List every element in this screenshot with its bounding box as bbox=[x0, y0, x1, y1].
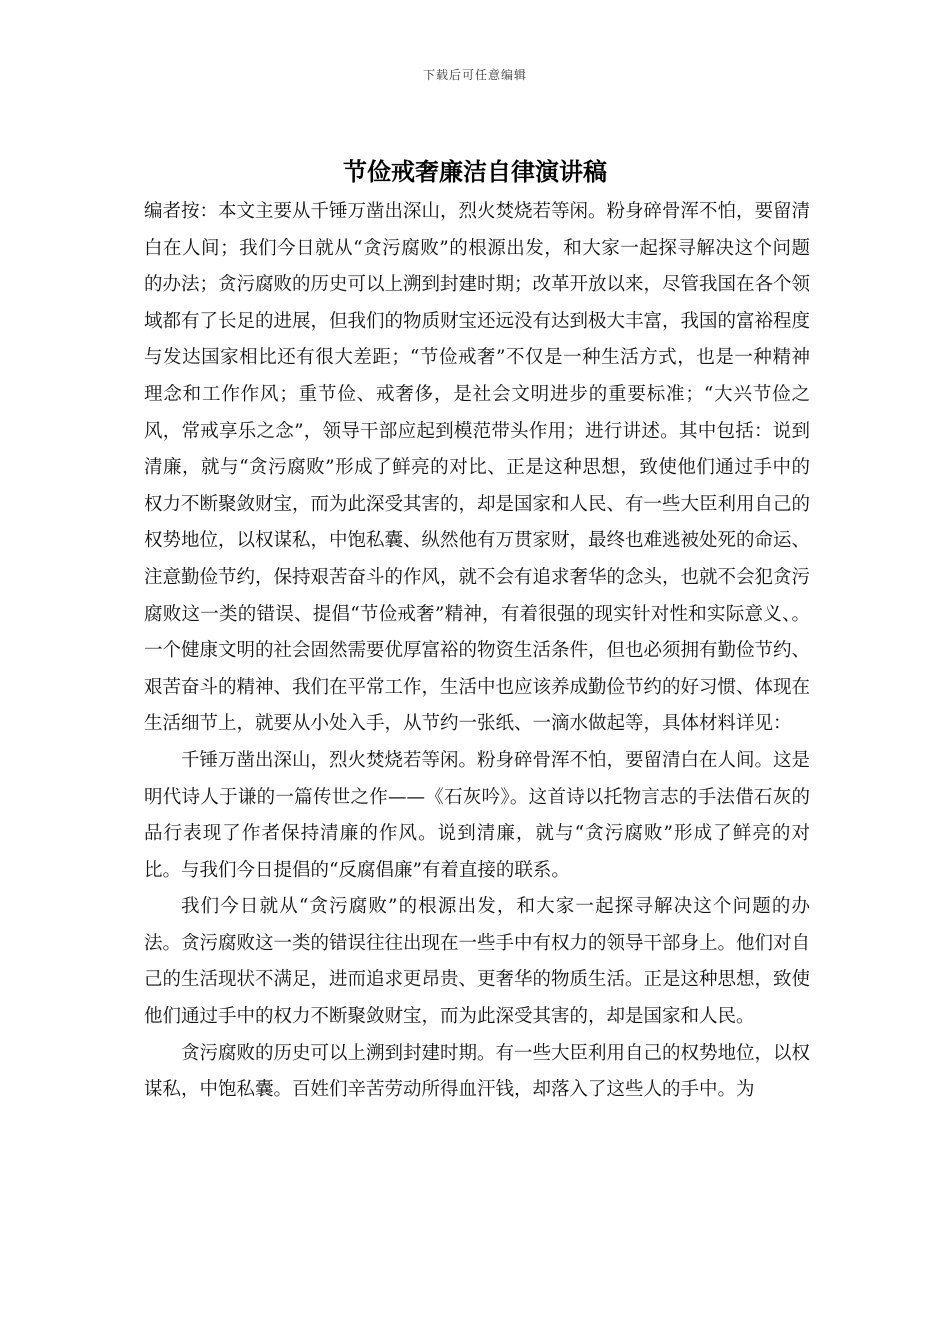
document-title: 节俭戒奢廉洁自律演讲稿 bbox=[343, 157, 607, 186]
document-body bbox=[144, 194, 810, 1109]
body-paragraph-2: 我们今日就从“贪污腐败”的根源出发，和大家一起探寻解决这个问题的办法。贪污腐败这一类的错误往往出现在一些手中有权力的领导干部身上。他们对自己的生活现状不满足，进而追求更昂贵、更奢华的物质生活。正是这种思想，致使他们通过手中的权力不断聚敛财宝，而为此深受其害的，却是国家和人民。 bbox=[144, 896, 811, 1028]
header-note: 下载后可任意编辑 bbox=[422, 68, 527, 82]
body-paragraph-3: 贪污腐败的历史可以上溯到封建时期。有一些大臣利用自己的权势地位，以权谋私，中饱私囊。百姓们辛苦劳动所得血汗钱，却落入了这些人的手中。为 bbox=[144, 1042, 811, 1101]
editor-note-paragraph: 编者按：本文主要从千锤万凿出深山，烈火焚烧若等闲。粉身碎骨浑不怕，要留清白在人间；我们今日就从“贪污腐败”的根源出发，和大家一起探寻解决这个问题的办法；贪污腐败的历史可以上溯到封建时期；改革开放以来，尽管我国在各个领域都有了长足的进展，但我们的物质财宝还远没有达到极大丰富，我国的富裕程度与发达国家相比还有很大差距；“节俭戒奢”不仅是一种生活方式，也是一种精神理念和工作作风；重节俭、戒奢侈，是社会文明进步的重要标准；“大兴节俭之风，常戒享乐之念”，领导干部应起到模范带头作用；进行讲述。其中包括：说到清廉，就与“贪污腐败”形成了鲜亮的对比、正是这种思想，致使他们通过手中的权力不断聚敛财宝，而为此深受其害的，却是国家和人民、有一些大臣利用自己的权势地位，以权谋私，中饱私囊、纵然他有万贯家财，最终也难逃被处死的命运、注意勤俭节约，保持艰苦奋斗的作风，就不会有追求奢华的念头，也就不会犯贪污腐败这一类的错误、提倡“节俭戒奢”精神，有着很强的现实针对性和实际意义、。一个健康文明的社会固然需要优厚富裕的物资生活条件，但也必须拥有勤俭节约、艰苦奋斗的精神、我们在平常工作，生活中也应该养成勤俭节约的好习惯、体现在生活细节上，就要从小处入手，从节约一张纸、一滴水做起等，具体材料详见： bbox=[144, 201, 811, 735]
body-paragraph-1: 千锤万凿出深山，烈火焚烧若等闲。粉身碎骨浑不怕，要留清白在人间。这是明代诗人于谦的一篇传世之作——《石灰吟》。这首诗以托物言志的手法借石灰的品行表现了作者保持清廉的作风。说到清廉，就与“贪污腐败”形成了鲜亮的对比。与我们今日提倡的“反腐倡廉”有着直接的联系。 bbox=[144, 749, 811, 881]
